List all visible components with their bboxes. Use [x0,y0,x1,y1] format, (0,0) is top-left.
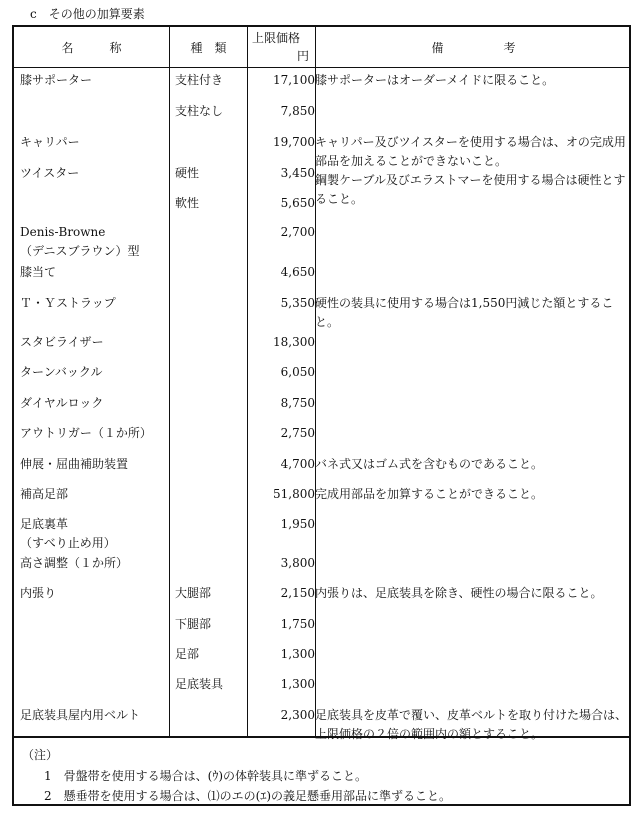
row-price: 5,650 [280,196,315,210]
row-name: ツイスター [20,166,80,180]
row-name: 足底裏革 [20,517,69,531]
section-caption: c その他の加算要素 [30,7,145,21]
remark-text: キャリパー及びツイスターを使用する場合は、オの完成用部品を加えることができないこと。 [315,135,626,168]
row-price: 8,750 [280,396,315,410]
row-price: 2,700 [280,225,315,239]
row-price: 1,300 [280,647,315,661]
row-name: 膝当て [20,265,57,279]
remark-text: バネ式又はゴム式を含むものであること。 [315,457,544,471]
row-kind: 支柱なし [175,104,224,118]
row-price: 6,050 [280,365,315,379]
row-kind: 硬性 [175,166,200,180]
row-price: 2,300 [280,708,315,722]
header-divider [14,67,629,68]
row-name: （すべり止め用） [20,536,116,550]
price-table [12,25,631,741]
row-name: スタビライザー [20,335,104,349]
remark-text: 足底装具を皮革で覆い、皮革ベルトを取り付けた場合は、上限価格の２倍の範囲内の額とすること。 [315,708,628,741]
header-remarks: 備 考 [431,40,516,55]
header-price-unit: 円 [297,49,310,63]
row-name: キャリパー [20,135,80,149]
row-price: 17,100 [273,73,315,87]
notes-box [12,737,631,806]
row-name: 膝サポーター [20,73,93,87]
row-name: Denis-Browne [20,225,106,239]
note-item: 2 懸垂帯を使用する場合は、⑴のエの(ｴ)の義足懸垂用部品に準ずること。 [44,789,452,803]
row-price: 18,300 [273,335,315,349]
row-name: 足底装具屋内用ベルト [20,708,141,722]
row-price: 4,700 [280,457,315,471]
row-price: 1,300 [280,677,315,691]
note-item: 1 骨盤帯を使用する場合は、(ｳ)の体幹装具に準ずること。 [44,769,368,783]
row-name: ダイヤルロック [20,396,104,410]
row-price: 2,750 [280,426,315,440]
row-kind: 足部 [175,647,200,661]
row-name: Ｔ・Ｙストラップ [20,296,116,310]
header-kind: 種 類 [190,40,227,55]
row-name: 補高足部 [20,487,69,501]
header-name: 名 称 [61,40,122,55]
row-name: 高さ調整（１か所） [20,556,129,570]
row-price: 3,800 [280,556,315,570]
row-price: 19,700 [273,135,315,149]
row-price: 7,850 [280,104,315,118]
row-price: 4,650 [280,265,315,279]
remark-text: 鋼製ケーブル及びエラストマーを使用する場合は硬性とすること。 [315,173,626,206]
row-kind: 下腿部 [175,617,212,631]
row-name: 内張り [20,586,57,600]
row-price: 2,150 [280,586,315,600]
header-price: 上限価格 [252,31,301,45]
row-kind: 支柱付き [175,73,224,87]
row-price: 1,750 [280,617,315,631]
row-price: 1,950 [280,517,315,531]
column-divider [169,27,170,736]
row-name: ターンバックル [20,365,103,379]
notes-label: （注） [22,748,59,762]
remark-text: 完成用部品を加算することができること。 [315,487,544,501]
remark-text: 硬性の装具に使用する場合は1,550円減じた額とすること。 [315,296,614,329]
row-price: 51,800 [273,487,315,501]
row-name: 伸展・屈曲補助装置 [20,457,129,471]
row-kind: 大腿部 [175,586,212,600]
row-kind: 軟性 [175,196,200,210]
row-price: 5,350 [280,296,315,310]
row-name: アウトリガー（１か所） [20,426,152,440]
remark-text: 内張りは、足底装具を除き、硬性の場合に限ること。 [315,586,603,600]
row-kind: 足底装具 [175,677,224,691]
row-name: （デニスブラウン）型 [20,244,140,258]
row-price: 3,450 [280,166,315,180]
remark-text: 膝サポーターはオーダーメイドに限ること。 [315,73,555,87]
